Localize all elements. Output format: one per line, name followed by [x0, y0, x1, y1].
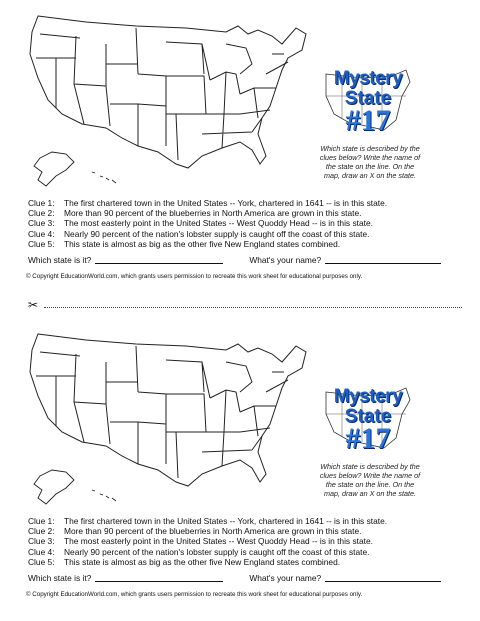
- clue-text: The most easterly point in the United States -- West Quoddy Head -- is in this state.: [64, 536, 373, 547]
- name-blank[interactable]: [325, 255, 441, 264]
- mystery-state-logo: [322, 378, 412, 458]
- logo-mystery-text: Mystery: [333, 386, 403, 407]
- clue-item: [28, 526, 448, 536]
- clue-text: This state is almost as big as the other five New England states combined.: [64, 556, 341, 567]
- answer-row: [28, 255, 448, 265]
- clue-label: Clue 4:: [28, 546, 55, 557]
- mystery-state-logo: [322, 60, 412, 140]
- name-label: What's your name?: [249, 573, 322, 583]
- name-label: What's your name?: [249, 255, 322, 265]
- clue-text: This state is almost as big as the other five New England states combined.: [64, 238, 341, 249]
- clue-text: More than 90 percent of the blueberries in North America are grown in this state.: [64, 208, 362, 219]
- clue-item: [28, 547, 448, 557]
- clue-text: The most easterly point in the United States -- West Quoddy Head -- is in this state.: [64, 218, 373, 229]
- instructions-text: Which state is described by the clues below? Write the name of the state on the line. On the map, draw an X on the state.: [319, 462, 421, 498]
- clue-label: Clue 5:: [28, 556, 55, 567]
- logo-state-text: State: [344, 88, 392, 109]
- state-answer-blank[interactable]: [95, 255, 223, 264]
- clue-label: Clue 5:: [28, 238, 55, 249]
- clue-label: Clue 2:: [28, 208, 55, 219]
- clue-item: [28, 198, 448, 208]
- clue-list: [28, 198, 448, 249]
- clue-item: [28, 229, 448, 239]
- clue-item: [28, 218, 448, 228]
- clue-item: [28, 557, 448, 567]
- clue-item: [28, 516, 448, 526]
- clue-text: More than 90 percent of the blueberries in North America are grown in this state.: [64, 526, 362, 537]
- logo-mystery-text: Mystery: [333, 68, 403, 89]
- clue-label: Clue 2:: [28, 526, 55, 537]
- clue-list: [28, 516, 448, 567]
- clue-text: Nearly 90 percent of the nation's lobster supply is caught off the coast of this state.: [64, 546, 370, 557]
- clue-label: Clue 1:: [28, 198, 55, 208]
- clue-label: Clue 3:: [28, 536, 55, 547]
- us-outline-map[interactable]: [26, 332, 308, 508]
- logo-number-text: #17: [345, 422, 391, 455]
- answer-row: [28, 573, 448, 583]
- clue-label: Clue 1:: [28, 516, 55, 526]
- copyright-text: © Copyright EducationWorld.com, which grants users permission to recreate this work sheet for educational purposes only.: [26, 273, 363, 280]
- logo-number-text: #17: [345, 104, 391, 137]
- clue-text: The first chartered town in the United States -- York, chartered in 1641 -- is in this state.: [64, 516, 388, 526]
- us-outline-map[interactable]: [26, 14, 308, 190]
- worksheet-bottom: [0, 318, 480, 618]
- clue-text: The first chartered town in the United States -- York, chartered in 1641 -- is in this state.: [64, 198, 388, 208]
- instructions-text: Which state is described by the clues below? Write the name of the state on the line. On the map, draw an X on the state.: [319, 144, 421, 180]
- name-blank[interactable]: [325, 573, 441, 582]
- clue-item: [28, 536, 448, 546]
- state-answer-label: Which state is it?: [28, 255, 92, 265]
- state-answer-label: Which state is it?: [28, 573, 92, 583]
- clue-text: Nearly 90 percent of the nation's lobster supply is caught off the coast of this state.: [64, 228, 370, 239]
- scissors-icon: ✂: [28, 298, 39, 312]
- clue-item: [28, 208, 448, 218]
- logo-state-text: State: [344, 406, 392, 427]
- clue-label: Clue 3:: [28, 218, 55, 229]
- dotted-divider: [44, 307, 462, 308]
- clue-label: Clue 4:: [28, 228, 55, 239]
- state-answer-blank[interactable]: [95, 573, 223, 582]
- cut-line: [28, 298, 464, 313]
- worksheet-top: [0, 0, 480, 300]
- clue-item: [28, 239, 448, 249]
- copyright-text: © Copyright EducationWorld.com, which grants users permission to recreate this work sheet for educational purposes only.: [26, 591, 363, 598]
